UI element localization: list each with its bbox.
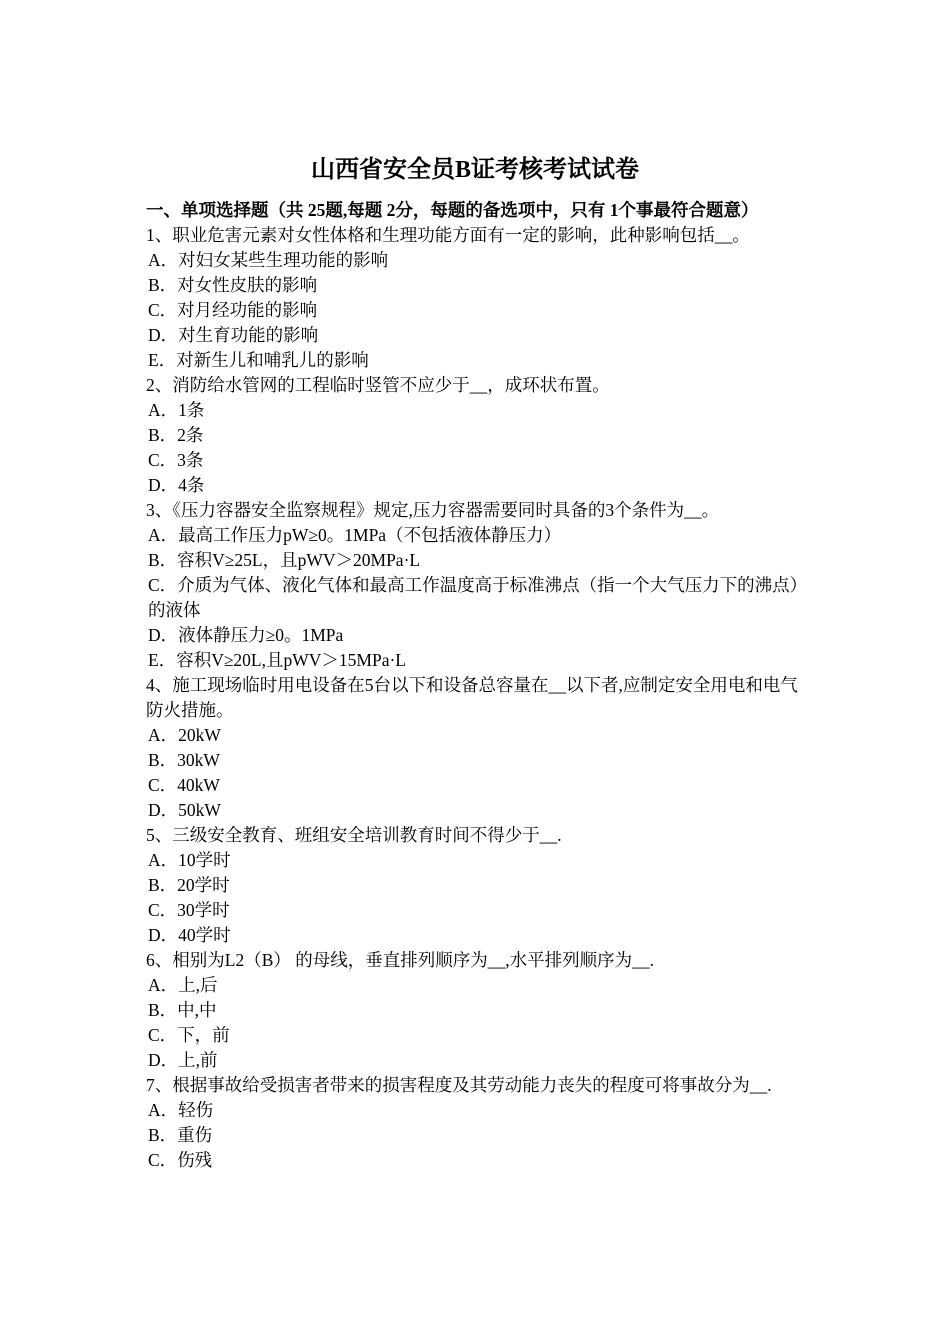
answer-option: D．上,前 [148, 1050, 218, 1070]
question-stem: 1、职业危害元素对女性体格和生理功能方面有一定的影响，此种影响包括__。 [146, 225, 750, 245]
answer-option: E．对新生儿和哺乳儿的影响 [148, 350, 369, 370]
answer-option: D．对生育功能的影响 [148, 325, 319, 345]
question-stem: 2、消防给水管网的工程临时竖管不应少于__，成环状布置。 [146, 375, 610, 395]
answer-option: C．30学时 [148, 900, 230, 920]
question-stem: 3、《压力容器安全监察规程》规定,压力容器需要同时具备的3个条件为__。 [146, 500, 720, 520]
answer-option: C．下，前 [148, 1025, 230, 1045]
answer-option: B．2条 [148, 425, 204, 445]
question-stem: 5、三级安全教育、班组安全培训教育时间不得少于__. [146, 825, 562, 845]
answer-option: D．液体静压力≥0。1MPa [148, 625, 344, 645]
answer-option: A．轻伤 [148, 1100, 214, 1120]
question-block [146, 823, 810, 948]
document-title: 山西省安全员B证考核考试试卷 [310, 157, 639, 183]
answer-option: B．30kW [148, 750, 220, 770]
question-block [146, 1073, 810, 1173]
answer-option: A．1条 [148, 400, 205, 420]
document-body [146, 198, 810, 1173]
answer-option: B．重伤 [148, 1125, 213, 1145]
section-heading: 一、单项选择题（共 25题,每题 2分，每题的备选项中，只有 1个事最符合题意） [146, 200, 759, 220]
answer-option: B．容积V≥25L，且pWV＞20MPa·L [148, 550, 421, 570]
answer-option: C．40kW [148, 775, 220, 795]
answer-option: E．容积V≥20L,且pWV＞15MPa·L [148, 650, 406, 670]
question-stem: 4、施工现场临时用电设备在5台以下和设备总容量在__以下者,应制定安全用电和电气防火措施。 [146, 675, 798, 720]
answer-option: A．20kW [148, 725, 221, 745]
answer-option: D．4条 [148, 475, 205, 495]
question-block [146, 373, 810, 498]
answer-option: D．50kW [148, 800, 221, 820]
question-stem: 6、相别为L2（B） 的母线，垂直排列顺序为__,水平排列顺序为__. [146, 950, 654, 970]
answer-option: A．10学时 [148, 850, 231, 870]
answer-option: B．对女性皮肤的影响 [148, 275, 318, 295]
question-block [146, 498, 810, 673]
question-stem: 7、根据事故给受损害者带来的损害程度及其劳动能力丧失的程度可将事故分为__. [146, 1075, 772, 1095]
question-block [146, 673, 810, 823]
question-block [146, 948, 810, 1073]
answer-option: D．40学时 [148, 925, 231, 945]
answer-option: C．伤残 [148, 1150, 213, 1170]
answer-option: C．介质为气体、液化气体和最高工作温度高于标准沸点（指一个大气压力下的沸点）的液体 [148, 575, 808, 620]
answer-option: B．20学时 [148, 875, 230, 895]
answer-option: A．对妇女某些生理功能的影响 [148, 250, 389, 270]
question-block [146, 223, 810, 373]
answer-option: B．中,中 [148, 1000, 217, 1020]
answer-option: C．对月经功能的影响 [148, 300, 318, 320]
answer-option: A．上,后 [148, 975, 218, 995]
answer-option: C．3条 [148, 450, 204, 470]
answer-option: A．最高工作压力pW≥0。1MPa（不包括液体静压力） [148, 525, 562, 545]
